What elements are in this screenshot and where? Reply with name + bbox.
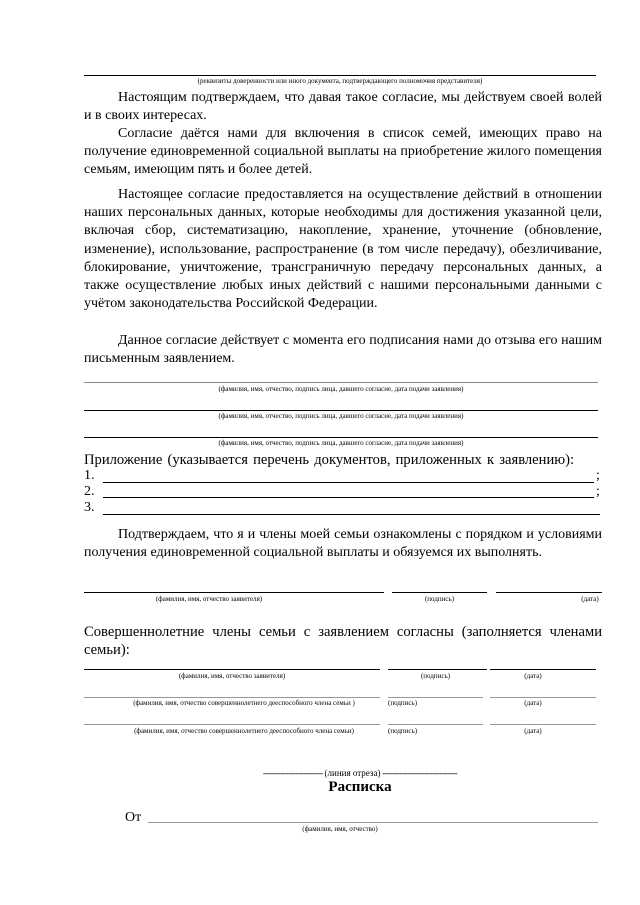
cut-line	[160, 768, 560, 778]
receipt-from-caption: (фамилия, имя, отчество)	[302, 825, 378, 833]
member-row2-name-caption: (фамилия, имя, отчество совершеннолетнего дееспособного члена семьи )	[133, 699, 355, 707]
member-row1-signature-caption: (подпись)	[420, 672, 451, 680]
member-row2-name-line[interactable]	[84, 697, 380, 698]
signature-line-3[interactable]	[84, 437, 598, 438]
receipt-from-line[interactable]	[148, 822, 598, 823]
adult-members-title: Совершеннолетние члены семьи с заявлением согласны (заполняется членами семьи):	[84, 624, 602, 659]
member-row2-signature-line[interactable]	[388, 697, 483, 698]
appendix-item-separator-2: ;	[596, 484, 600, 499]
appendix-item-number-2: 2.	[84, 484, 95, 499]
paragraph-own-will: Настоящим подтверждаем, что давая такое согласие, мы действуем своей волей и в своих интересах.	[84, 90, 602, 124]
member-row1-date-line[interactable]	[490, 669, 596, 670]
member-row2-signature-caption: (подпись)	[388, 699, 418, 707]
signature-line-2[interactable]	[84, 410, 598, 411]
representative-line	[84, 75, 596, 76]
representative-caption: (реквизиты доверенности или иного документа, подтверждающего полномочия представителя)	[197, 77, 483, 85]
member-row3-name-caption: (фамилия, имя, отчество совершеннолетнего дееспособного члена семьи)	[134, 727, 354, 735]
member-row3-date-line[interactable]	[490, 724, 596, 725]
receipt-from-label: От	[125, 810, 142, 825]
signature-caption-2: (фамилия, имя, отчество, подпись лица, давшего согласие, дата подачи заявления)	[218, 412, 464, 420]
receipt-title: Расписка	[328, 779, 392, 795]
cut-line-right-dashes: ------------------------------	[382, 768, 458, 778]
appendix-item-line-3[interactable]	[103, 514, 600, 515]
signature-line-1[interactable]	[84, 382, 598, 383]
paragraph-purpose: Согласие даётся нами для включения в список семей, имеющих право на получение единовременной социальной выплаты на приобретение жилого помещения семьям, имеющим пять и более детей.	[84, 126, 602, 178]
paragraph-actions: Настоящее согласие предоставляется на осуществление действий в отношении наших персональных данных, которые необходимы для достижения указанной цели, включая сбор, систематизацию, накопление, хранение, уточнение (обновление, изменение), использование, распространение (в том числе передачу), обезличивание, блокирование, уничтожение, трансграничную передачу персональных данных, а также осуществление любых иных действий с нашими персональными данными с учётом законодательства Российской Федерации.	[84, 187, 602, 312]
member-row2-date-caption: (дата)	[524, 699, 542, 707]
applicant-signature-line[interactable]	[392, 592, 487, 593]
appendix-item-number-1: 1.	[84, 468, 95, 483]
member-row1-date-caption: (дата)	[524, 672, 542, 680]
member-row3-date-caption: (дата)	[524, 727, 542, 735]
member-row1-signature-line[interactable]	[388, 669, 487, 670]
member-row2-date-line[interactable]	[490, 697, 596, 698]
applicant-signature-caption: (подпись)	[424, 595, 455, 603]
appendix-item-number-3: 3.	[84, 500, 95, 515]
applicant-name-line[interactable]	[84, 592, 384, 593]
cut-line-left-dashes: ------------------------	[262, 768, 323, 778]
appendix-item-line-1[interactable]	[103, 482, 594, 483]
signature-caption-3: (фамилия, имя, отчество, подпись лица, давшего согласие, дата подачи заявления)	[218, 439, 464, 447]
paragraph-confirmation: Подтверждаем, что я и члены моей семьи ознакомлены с порядком и условиями получения единовременной социальной выплаты и обязуемся их выполнять.	[84, 527, 602, 561]
signature-caption-1: (фамилия, имя, отчество, подпись лица, давшего согласие, дата подачи заявления)	[218, 385, 464, 393]
member-row3-signature-line[interactable]	[388, 724, 483, 725]
applicant-date-caption: (дата)	[581, 595, 599, 603]
applicant-date-line[interactable]	[496, 592, 602, 593]
appendix-item-line-2[interactable]	[103, 497, 594, 498]
member-row1-name-line[interactable]	[84, 669, 380, 670]
cut-line-label: (линия отреза)	[324, 768, 381, 778]
paragraph-validity: Данное согласие действует с момента его подписания нами до отзыва его нашим письменным заявлением.	[84, 333, 602, 367]
appendix-title: Приложение (указывается перечень документов, приложенных к заявлению):	[84, 452, 575, 468]
member-row3-signature-caption: (подпись)	[388, 727, 418, 735]
applicant-name-caption: (фамилия, имя, отчество заявителя)	[155, 595, 263, 603]
member-row1-name-caption: (фамилия, имя, отчество заявителя)	[178, 672, 286, 680]
appendix-item-separator-1: ;	[596, 468, 600, 483]
member-row3-name-line[interactable]	[84, 724, 380, 725]
